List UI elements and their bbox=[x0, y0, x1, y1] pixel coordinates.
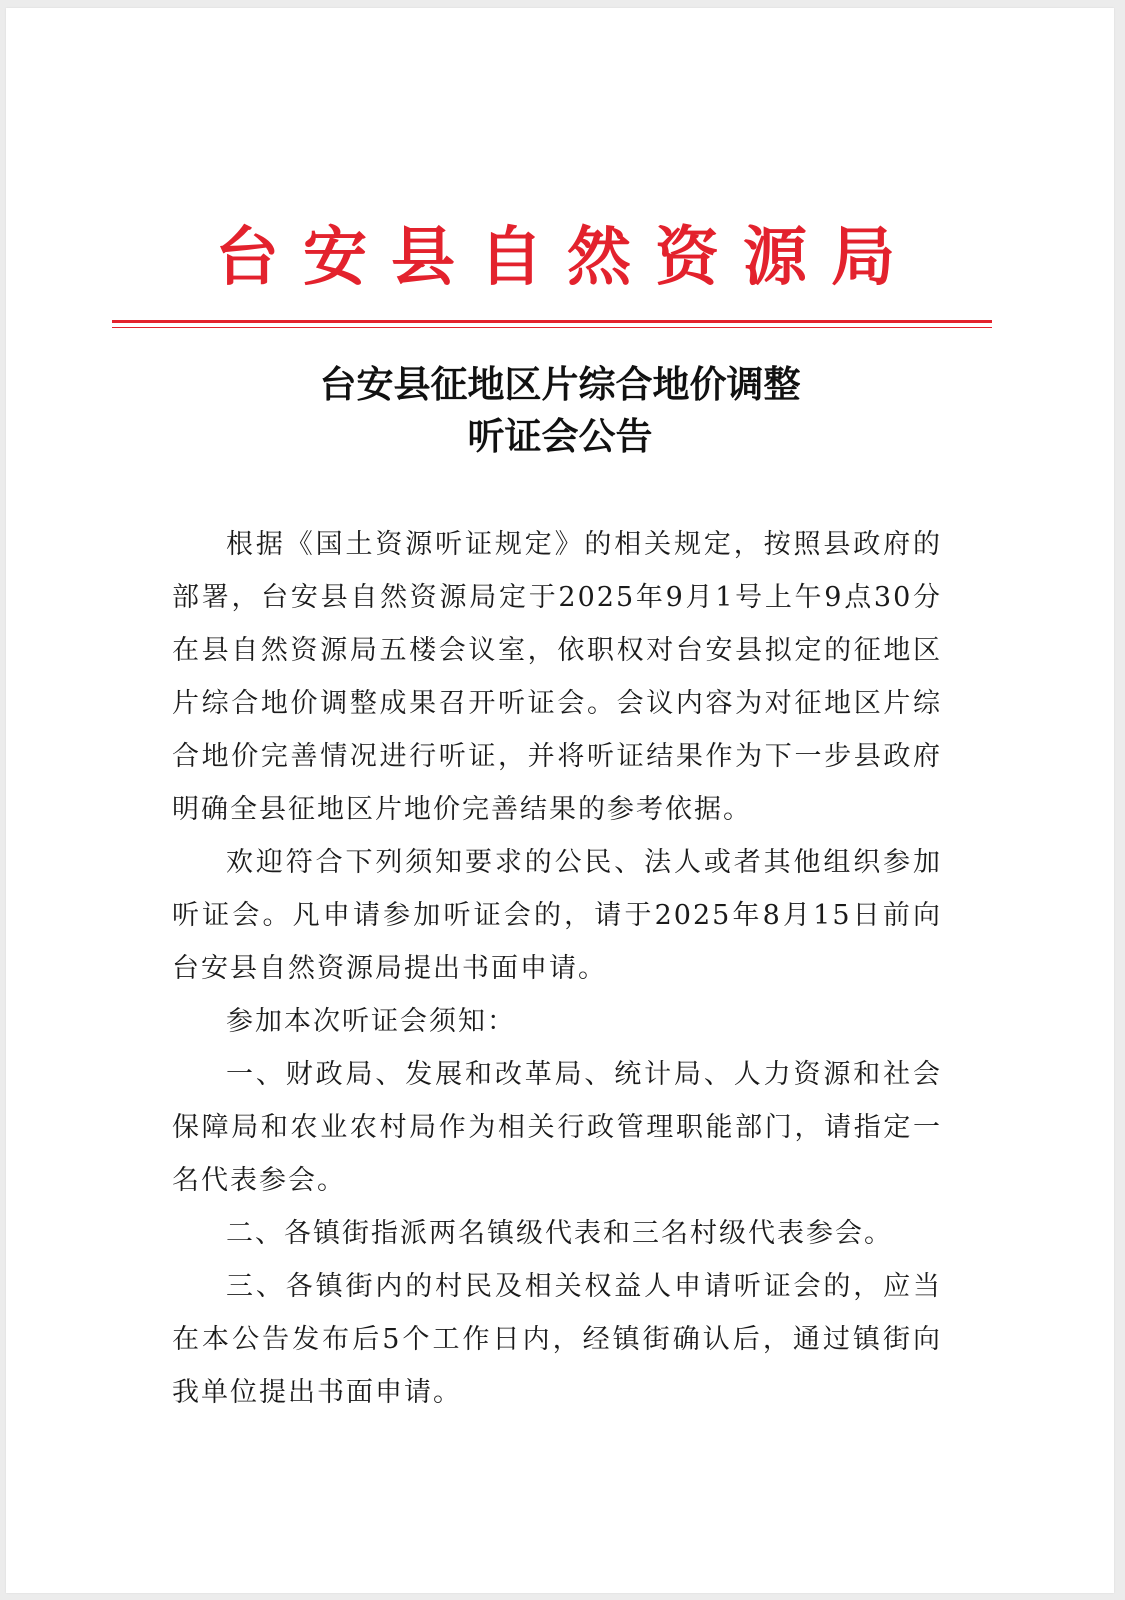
letterhead-red-rule-thick bbox=[112, 320, 992, 323]
paragraph-notice-item-3: 三、各镇街内的村民及相关权益人申请听证会的，应当在本公告发布后5个工作日内，经镇街确认后，通过镇街向我单位提出书面申请。 bbox=[172, 1271, 942, 1408]
paragraph-notice-item-2: 二、各镇街指派两名镇级代表和三名村级代表参会。 bbox=[226, 1218, 893, 1249]
letterhead-org-name: 台安县自然资源局 bbox=[215, 221, 919, 295]
letterhead-red-rule-thin bbox=[112, 327, 992, 328]
paragraph-notice-item-1: 一、财政局、发展和改革局、统计局、人力资源和社会保障局和农业农村局作为相关行政管理职能部门，请指定一名代表参会。 bbox=[172, 1059, 942, 1196]
paragraph-application-invitation: 欢迎符合下列须知要求的公民、法人或者其他组织参加听证会。凡申请参加听证会的，请于2025年8月15日前向台安县自然资源局提出书面申请。 bbox=[172, 847, 942, 984]
document-title bbox=[6, 358, 1114, 462]
paragraph-notice-heading: 参加本次听证会须知： bbox=[226, 1006, 516, 1037]
document-page bbox=[6, 8, 1114, 1593]
paragraph-hearing-arrangement: 根据《国土资源听证规定》的相关规定，按照县政府的部署，台安县自然资源局定于2025年9月1号上午9点30分在县自然资源局五楼会议室，依职权对台安县拟定的征地区片综合地价调整成果召开听证会。会议内容为对征地区片综合地价完善情况进行听证，并将听证结果作为下一步县政府明确全县征地区片地价完善结果的参考依据。 bbox=[172, 529, 942, 825]
document-title-line-1: 台安县征地区片综合地价调整 bbox=[319, 362, 801, 406]
document-body bbox=[172, 518, 942, 1419]
document-title-line-2: 听证会公告 bbox=[467, 414, 653, 458]
